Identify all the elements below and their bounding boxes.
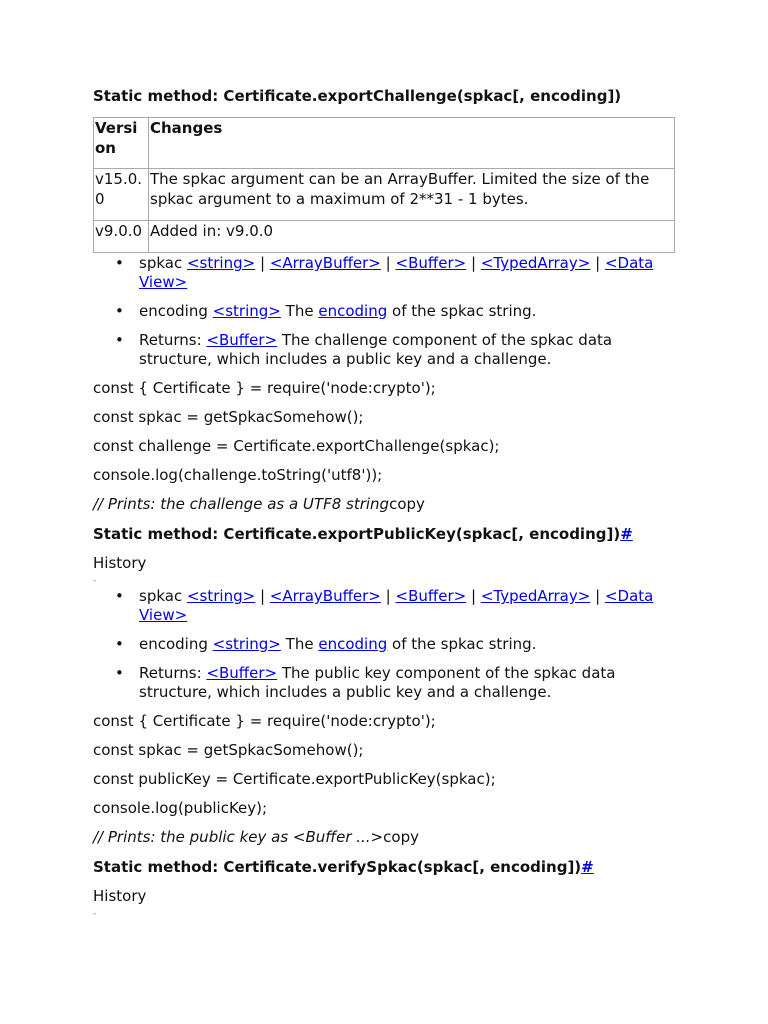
heading-text: Static method: Certificate.exportPublicKey(spkac[, encoding]): [93, 525, 621, 543]
param-name: encoding: [139, 635, 208, 653]
link-typedarray-type[interactable]: <TypedArray>: [480, 587, 591, 605]
section-heading-export-challenge: [93, 86, 675, 106]
doc-content: [93, 86, 675, 920]
history-mark: -: [93, 576, 97, 586]
link-buffer-type[interactable]: <Buffer>: [206, 664, 278, 682]
history-table: [93, 117, 675, 253]
param-desc: of the spkac string.: [392, 302, 537, 320]
param-desc: of the spkac string.: [392, 635, 537, 653]
table-cell-version: v9.0.0: [94, 221, 149, 253]
code-line: const { Certificate } = require('node:crypto');: [93, 379, 436, 397]
type-separator: |: [259, 587, 266, 605]
table-cell-changes: Added in: v9.0.0: [149, 221, 675, 253]
bullet-mark: •: [115, 635, 124, 653]
table-cell-version: v15.0. 0: [94, 169, 149, 221]
list-item-param-encoding: [115, 635, 675, 654]
code-line: const challenge = Certificate.exportChallenge(spkac);: [93, 437, 500, 455]
list-item-param-spkac: [115, 254, 675, 292]
code-comment: // Prints: the challenge as a UTF8 string: [93, 495, 390, 513]
link-arraybuffer-type[interactable]: <ArrayBuffer>: [269, 587, 381, 605]
list-item-returns: [115, 664, 675, 702]
list-item-param-spkac: [115, 587, 675, 625]
param-name: spkac: [139, 587, 183, 605]
returns-label: Returns:: [139, 331, 202, 349]
list-item-returns: [115, 331, 675, 369]
link-buffer-type[interactable]: <Buffer>: [206, 331, 278, 349]
table-cell-changes: The spkac argument can be an ArrayBuffer. Limited the size of the spkac argument to a maximum of 2**31 - 1 bytes.: [149, 169, 675, 221]
link-dataview-type[interactable]: <Data View>: [139, 254, 654, 291]
code-line: console.log(publicKey);: [93, 799, 268, 817]
bullet-mark: •: [115, 664, 124, 682]
link-string-type[interactable]: <string>: [212, 635, 281, 653]
param-name: spkac: [139, 254, 183, 272]
section-heading-verify-spkac: [93, 857, 675, 877]
code-line: const publicKey = Certificate.exportPublicKey(spkac);: [93, 770, 496, 788]
table-header-changes: Changes: [149, 118, 675, 169]
param-list: [93, 254, 675, 369]
param-name: encoding: [139, 302, 208, 320]
heading-text: Static method: Certificate.exportChallenge(spkac[, encoding]): [93, 87, 622, 105]
heading-text: Static method: Certificate.verifySpkac(spkac[, encoding]): [93, 858, 582, 876]
link-string-type[interactable]: <string>: [212, 302, 281, 320]
bullet-mark: •: [115, 254, 124, 272]
list-item-param-encoding: [115, 302, 675, 321]
returns-desc: The public key component of the spkac data structure, which includes a public key and a challenge.: [139, 664, 616, 701]
link-encoding[interactable]: encoding: [318, 635, 388, 653]
section-heading-export-public-key: [93, 524, 675, 544]
bullet-mark: •: [115, 302, 124, 320]
table-row: [94, 169, 675, 221]
copy-button[interactable]: copy: [383, 828, 419, 846]
code-comment-line: [93, 495, 675, 514]
link-string-type[interactable]: <string>: [186, 587, 256, 605]
type-separator: |: [259, 254, 266, 272]
code-comment: // Prints: the public key as <Buffer ...>: [93, 828, 384, 846]
code-line: console.log(challenge.toString('utf8'));: [93, 466, 383, 484]
table-header-row: [94, 118, 675, 169]
bullet-mark: •: [115, 587, 124, 605]
param-desc-the: The: [285, 302, 314, 320]
link-buffer-type[interactable]: <Buffer>: [395, 587, 467, 605]
history-mark: -: [93, 909, 97, 919]
type-separator: |: [470, 587, 477, 605]
code-line: const spkac = getSpkacSomehow();: [93, 408, 364, 426]
history-label[interactable]: History: [93, 887, 147, 905]
type-separator: |: [385, 587, 391, 605]
anchor-link[interactable]: #: [620, 525, 633, 543]
type-separator: |: [470, 254, 477, 272]
history-label[interactable]: History: [93, 554, 147, 572]
table-header-version: Versi on: [94, 118, 149, 169]
code-line: const spkac = getSpkacSomehow();: [93, 741, 364, 759]
link-dataview-type[interactable]: <Data View>: [139, 587, 654, 624]
returns-label: Returns:: [139, 664, 202, 682]
code-line: const { Certificate } = require('node:crypto');: [93, 712, 436, 730]
code-comment-line: [93, 828, 675, 847]
table-row: [94, 221, 675, 253]
type-separator: |: [595, 254, 601, 272]
link-typedarray-type[interactable]: <TypedArray>: [480, 254, 591, 272]
param-desc-the: The: [285, 635, 314, 653]
bullet-mark: •: [115, 331, 124, 349]
link-encoding[interactable]: encoding: [318, 302, 388, 320]
type-separator: |: [595, 587, 601, 605]
link-buffer-type[interactable]: <Buffer>: [395, 254, 467, 272]
link-arraybuffer-type[interactable]: <ArrayBuffer>: [269, 254, 381, 272]
copy-button[interactable]: copy: [389, 495, 425, 513]
link-string-type[interactable]: <string>: [186, 254, 256, 272]
param-list: [93, 587, 675, 702]
returns-desc: The challenge component of the spkac data structure, which includes a public key and a challenge.: [139, 331, 613, 368]
anchor-link[interactable]: #: [581, 858, 594, 876]
type-separator: |: [385, 254, 391, 272]
